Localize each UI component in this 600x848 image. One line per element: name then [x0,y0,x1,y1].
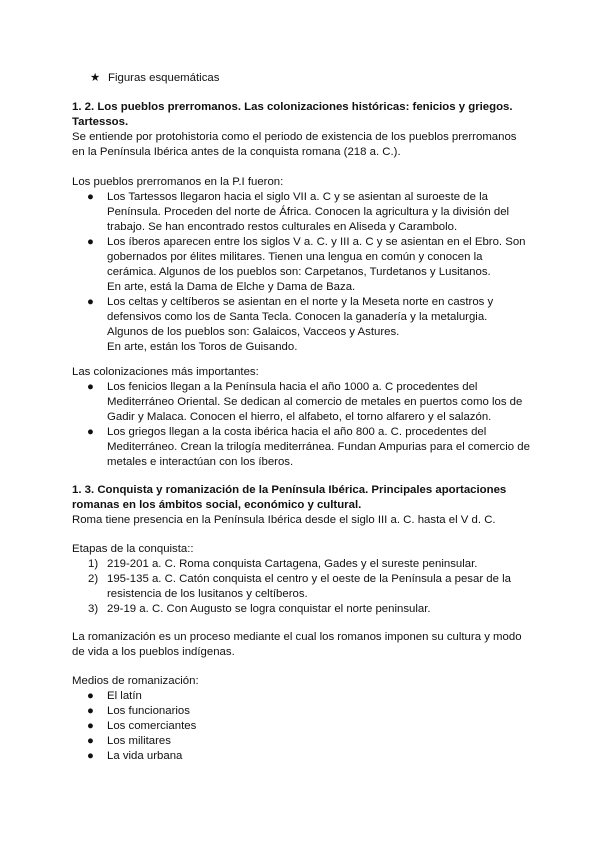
list-item: ● Los griegos llegan a la costa ibérica hacia el año 800 a. C. procedentes del Mediterráneo. Crean la trilogía mediterránea. Fundan Ampurias para el comercio de metales e interactúan con los íberos. [87,426,530,468]
list-item: ● Los comerciantes [87,720,197,732]
colonizaciones-list [72,380,530,470]
pueblos-list [72,190,530,355]
bullet-icon: ● [87,705,94,717]
bullet-icon: ● [87,426,94,438]
section-12-heading: 1. 2. Los pueblos prerromanos. Las colonizaciones históricas: fenicios y griegos. Tartessos. [72,101,513,128]
section-13-heading: 1. 3. Conquista y romanización de la Península Ibérica. Principales aportaciones romanas en los ámbitos social, económico y cultural. [72,484,507,511]
bullet-icon: ● [87,296,94,308]
star-bullet-icon: ★ [90,72,101,84]
list-item: 2) 195-135 a. C. Catón conquista el centro y el oeste de la Península a pesar de la resistencia de los lusitanos y celtíberos. [88,573,511,600]
figuras-text: Figuras esquemáticas [108,72,220,84]
list-item: ● Los fenicios llegan a la Península hacia el año 1000 a. C procedentes del Mediterráneo Oriental. Se dedican al comercio de metales en puertos como los de Gadir y Malaca. Conocen el hierro, el alfabeto, el torno alfarero y el salazón. [87,381,523,423]
list-item: ● Los funcionarios [87,705,190,717]
section-13-intro: Roma tiene presencia en la Península Ibérica desde el siglo III a. C. hasta el V d. C. [72,514,496,526]
etapas-lead: Etapas de la conquista:: [72,543,194,555]
list-item: ● Los militares [87,735,171,747]
bullet-icon: ● [87,750,94,762]
medios-lead: Medios de romanización: [72,675,199,687]
list-item: ● La vida urbana [87,750,183,762]
list-item: ● Los Tartessos llegaron hacia el siglo VII a. C y se asientan al suroeste de la Península. Proceden del norte de África. Conocen la agricultura y la división del trabajo. Se han encontrado restos culturales en Aliseda y Carambolo. [87,191,510,233]
figuras-item [90,71,219,86]
list-item: ● Los íberos aparecen entre los siglos V a. C. y III a. C y se asientan en el Ebro. Son gobernados por élites militares. Tienen una lengua en común y conocen la cerámica. Algunos de los pueblos son: Carpetanos, Turdetanos y Lusitanos. En arte, está la Dama de Elche y Dama de Baza. [87,236,526,293]
etapas-list [72,557,530,617]
pueblos-lead: Los pueblos prerromanos en la P.I fueron: [72,176,284,188]
section-12-intro: Se entiende por protohistoria como el periodo de existencia de los pueblos prerromanos en la Península Ibérica antes de la conquista romana (218 a. C.). [72,131,517,158]
colonizaciones-lead: Las colonizaciones más importantes: [72,366,259,378]
list-item: ● El latín [87,690,142,702]
bullet-icon: ● [87,690,94,702]
bullet-icon: ● [87,720,94,732]
romanizacion-text: La romanización es un proceso mediante el cual los romanos imponen su cultura y modo de vida a los pueblos indígenas. [72,631,522,658]
bullet-icon: ● [87,735,94,747]
bullet-icon: ● [87,191,94,203]
list-item: 3) 29-19 a. C. Con Augusto se logra conquistar el norte peninsular. [88,603,431,615]
list-item: ● Los celtas y celtíberos se asientan en el norte y la Meseta norte en castros y defensivos como los de Santa Tecla. Conocen la ganadería y la metalurgia. Algunos de los pueblos son: Galaicos, Vacceos y Astures. En arte, están los Toros de Guisando. [87,296,494,353]
list-item: 1) 219-201 a. C. Roma conquista Cartagena, Gades y el sureste peninsular. [88,558,478,570]
bullet-icon: ● [87,381,94,393]
bullet-icon: ● [87,236,94,248]
medios-list [72,689,530,764]
